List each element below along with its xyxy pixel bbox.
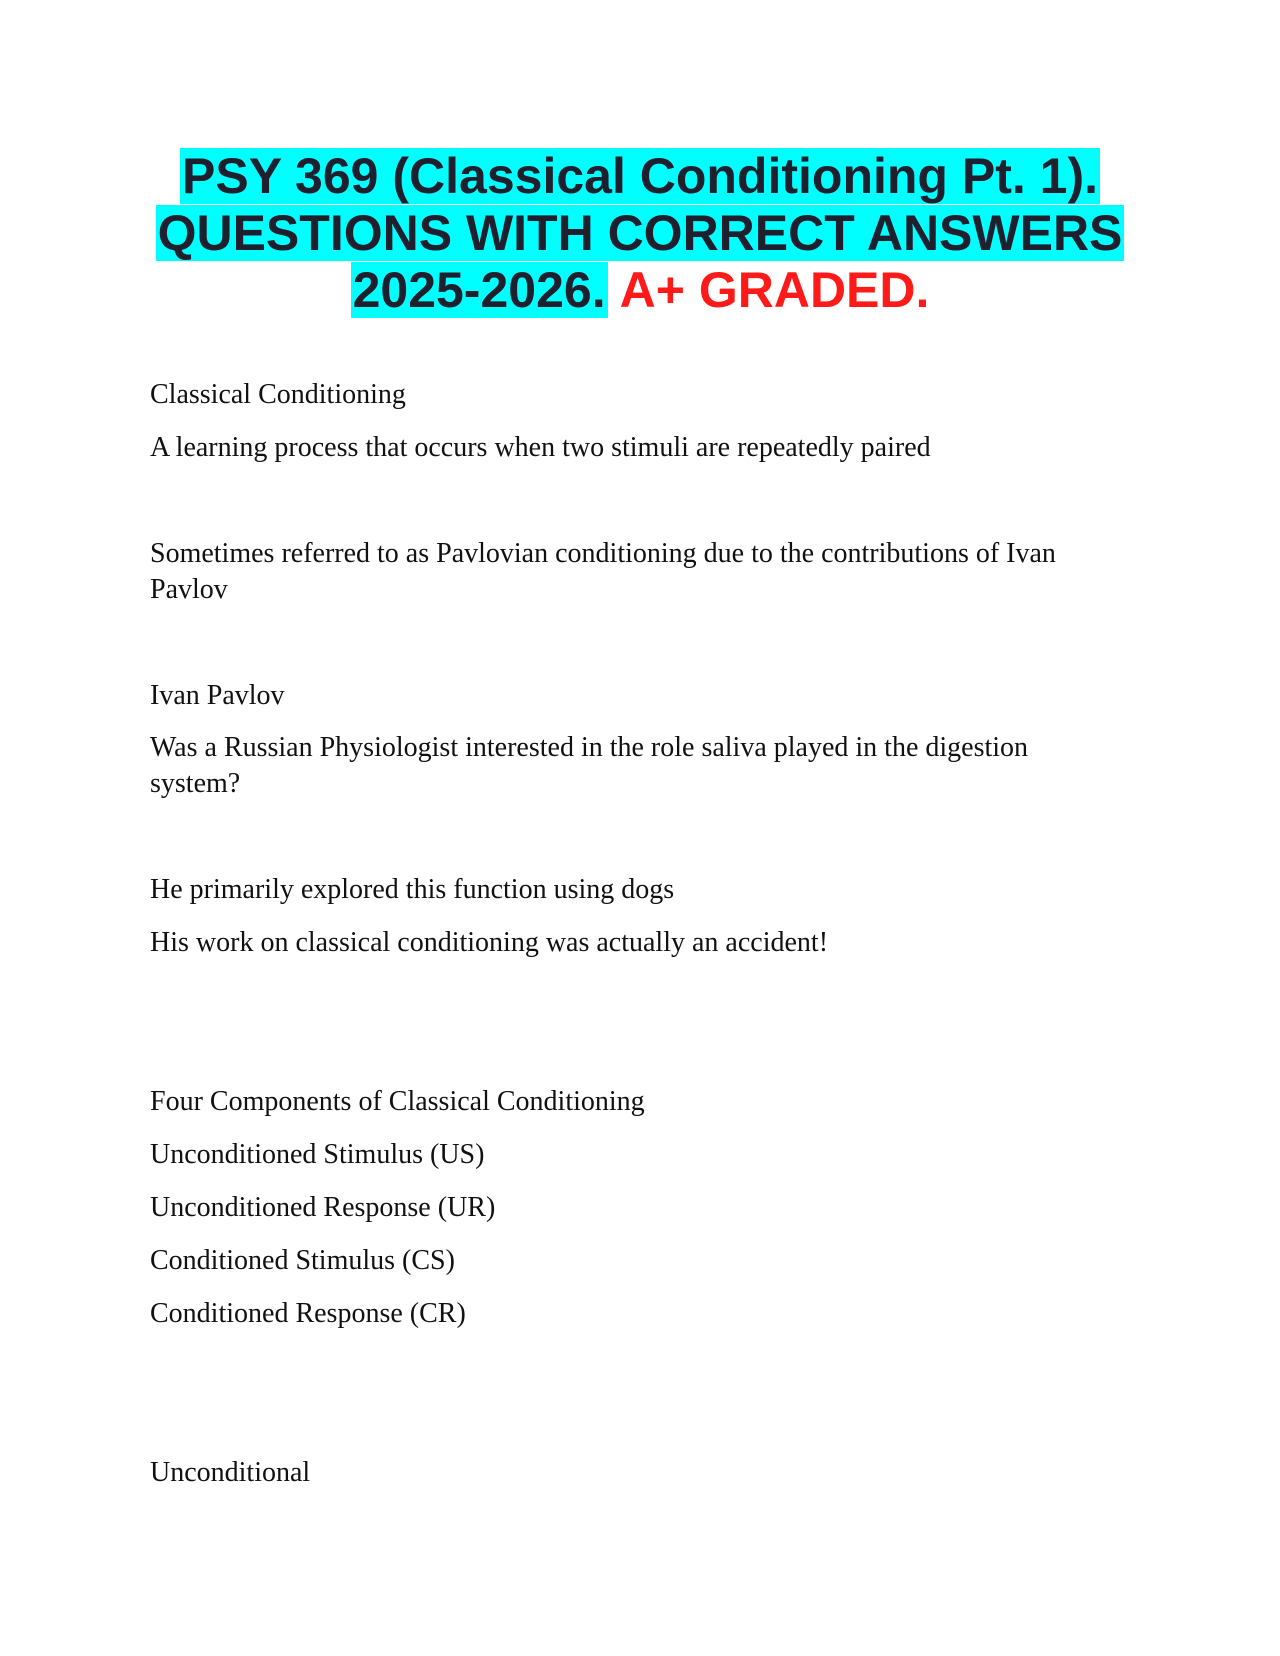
title-line-1: PSY 369 (Classical Conditioning Pt. 1).	[182, 148, 1098, 204]
definition-classical-conditioning: A learning process that occurs when two stimuli are repeatedly paired	[150, 432, 931, 463]
definition-ivan-pavlov-line-2: system?	[150, 768, 241, 799]
term-classical-conditioning: Classical Conditioning	[150, 379, 406, 410]
pavlov-dogs-note: He primarily explored this function using dogs	[150, 874, 675, 905]
component-cs: Conditioned Stimulus (CS)	[150, 1245, 455, 1276]
component-cr: Conditioned Response (CR)	[150, 1298, 466, 1329]
pavlovian-note-line-2: Pavlov	[150, 574, 228, 605]
term-unconditional: Unconditional	[150, 1457, 311, 1488]
term-ivan-pavlov: Ivan Pavlov	[150, 680, 285, 711]
term-four-components: Four Components of Classical Conditioning	[150, 1086, 645, 1117]
pavlovian-note-line-1: Sometimes referred to as Pavlovian conditioning due to the contributions of Ivan	[150, 538, 1056, 569]
component-ur: Unconditioned Response (UR)	[150, 1192, 496, 1223]
component-us: Unconditioned Stimulus (US)	[150, 1139, 485, 1170]
definition-ivan-pavlov	[150, 730, 1110, 802]
document-title	[0, 148, 1280, 319]
title-line-2: QUESTIONS WITH CORRECT ANSWERS	[157, 205, 1123, 261]
definition-ivan-pavlov-line-1: Was a Russian Physiologist interested in the role saliva played in the digestion	[150, 732, 1029, 763]
title-year: 2025-2026.	[352, 262, 606, 318]
pavlovian-note	[150, 536, 1110, 608]
pavlov-accident-note: His work on classical conditioning was actually an accident!	[150, 927, 829, 958]
title-grade: A+ GRADED.	[619, 262, 930, 318]
